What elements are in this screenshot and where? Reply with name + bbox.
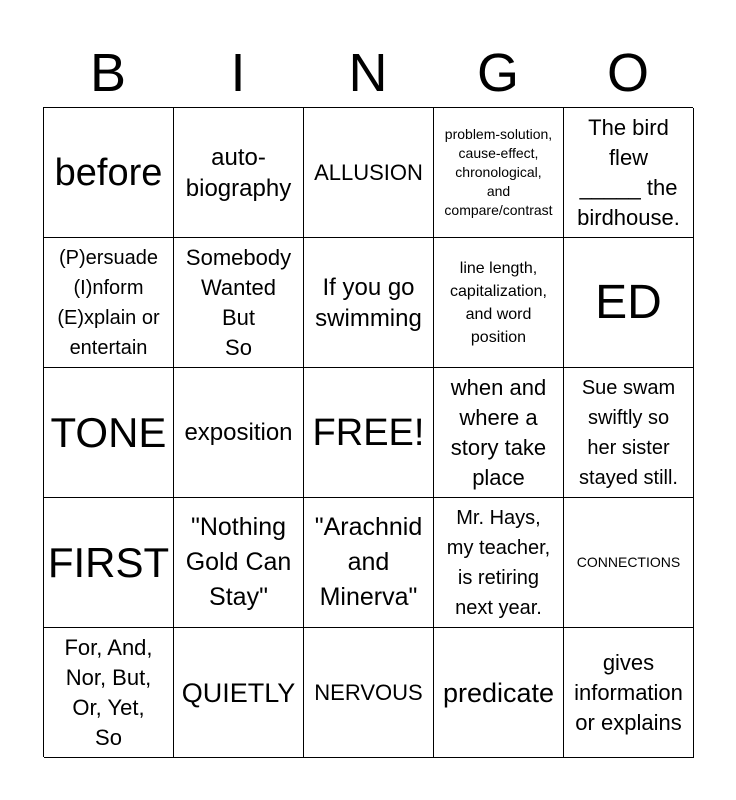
bingo-cell-text: auto- biography <box>185 143 292 202</box>
bingo-cell-r2-c3[interactable] <box>304 238 434 368</box>
bingo-cell-text: (P)ersuade (I)nform (E)xplain or entertain <box>57 246 160 359</box>
bingo-cell-r5-c4[interactable] <box>434 628 564 758</box>
bingo-cell-r4-c3[interactable] <box>304 498 434 628</box>
bingo-cell-text: QUIETLY <box>181 677 296 708</box>
bingo-cell-r4-c4[interactable] <box>434 498 564 628</box>
bingo-cell-r4-c2[interactable] <box>174 498 304 628</box>
bingo-cell-text: Sue swam swiftly so her sister stayed still. <box>579 376 678 489</box>
bingo-cell-text: CONNECTIONS <box>576 554 681 570</box>
bingo-cell-text: FIRST <box>47 538 170 586</box>
bingo-cell-r2-c4[interactable] <box>434 238 564 368</box>
bingo-cell-r3-c4[interactable] <box>434 368 564 498</box>
header-letter-n: N <box>348 43 388 103</box>
header-letter-o: O <box>606 43 649 103</box>
header-letter-i: I <box>230 43 246 103</box>
bingo-cell-r5-c5[interactable] <box>564 628 694 758</box>
bingo-cell-r4-c5[interactable] <box>564 498 694 628</box>
bingo-cell-r5-c3[interactable] <box>304 628 434 758</box>
bingo-cell-r4-c1[interactable] <box>44 498 174 628</box>
bingo-cell-r1-c4[interactable] <box>434 108 564 238</box>
bingo-cell-text: TONE <box>50 408 167 456</box>
bingo-cell-text: FREE! <box>312 411 425 454</box>
header-letter-b: B <box>89 43 127 103</box>
bingo-cell-r1-c2[interactable] <box>174 108 304 238</box>
bingo-cell-r5-c2[interactable] <box>174 628 304 758</box>
bingo-cell-text: before <box>54 151 163 194</box>
bingo-cell-text: gives information or explains <box>574 649 683 735</box>
bingo-cell-text: "Nothing Gold Can Stay" <box>185 513 292 611</box>
bingo-cell-text: For, And, Nor, But, Or, Yet, So <box>64 634 153 750</box>
bingo-board <box>43 107 693 757</box>
bingo-cell-r1-c3[interactable] <box>304 108 434 238</box>
bingo-cell-r2-c5[interactable] <box>564 238 694 368</box>
bingo-cell-text: The bird flew _____ the birdhouse. <box>577 114 680 230</box>
bingo-cell-text: NERVOUS <box>314 679 423 705</box>
bingo-cell-text: ALLUSION <box>314 159 423 185</box>
bingo-cell-text: ED <box>595 275 662 329</box>
bingo-cell-r2-c2[interactable] <box>174 238 304 368</box>
bingo-cell-text: Somebody Wanted But So <box>185 244 292 360</box>
bingo-header <box>43 40 693 106</box>
header-letter-g: G <box>476 43 519 103</box>
bingo-cell-text: when and where a story take place <box>450 374 547 490</box>
bingo-cell-r3-c1[interactable] <box>44 368 174 498</box>
bingo-cell-text: line length, capitalization, and word position <box>450 259 547 346</box>
bingo-cell-text: If you go swimming <box>315 273 422 332</box>
bingo-cell-r5-c1[interactable] <box>44 628 174 758</box>
bingo-cell-text: exposition <box>184 419 293 446</box>
bingo-cell-r1-c1[interactable] <box>44 108 174 238</box>
bingo-cell-r3-c3[interactable] <box>304 368 434 498</box>
bingo-cell-text: predicate <box>442 677 555 708</box>
bingo-cell-text: Mr. Hays, my teacher, is retiring next year. <box>446 506 551 619</box>
bingo-cell-text: "Arachnid and Minerva" <box>314 513 423 611</box>
bingo-cell-r3-c2[interactable] <box>174 368 304 498</box>
bingo-cell-r1-c5[interactable] <box>564 108 694 238</box>
bingo-cell-r2-c1[interactable] <box>44 238 174 368</box>
bingo-cell-text: problem-solution, cause-effect, chronological, and compare/contrast <box>444 126 553 218</box>
bingo-cell-r3-c5[interactable] <box>564 368 694 498</box>
